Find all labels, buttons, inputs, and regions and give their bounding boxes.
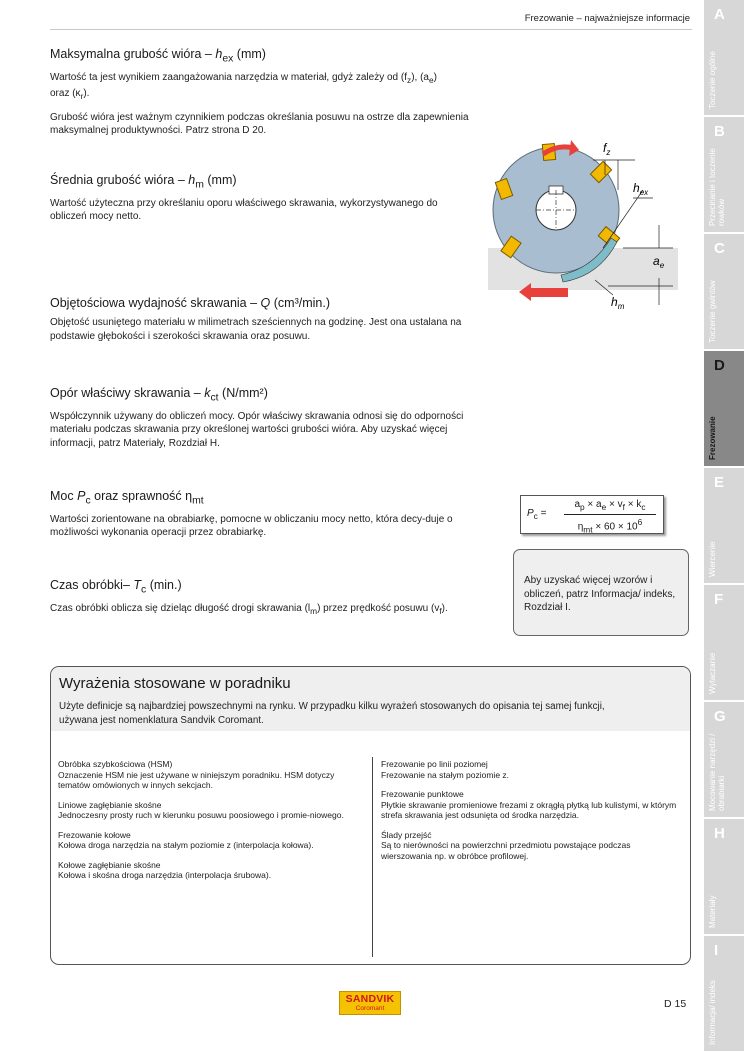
- glossary-divider: [372, 757, 373, 957]
- glossary-item: Obróbka szybkościowa (HSM) Oznaczenie HSM nie jest używane w niniejszym poradniku. HSM dotyczy tematów omówionych w innych sekcjach.: [58, 759, 335, 790]
- label-ae: $a_e$: [653, 254, 665, 270]
- formula-denominator: $\eta_{mt} \times 60 \times 10^6$: [577, 517, 643, 535]
- tab-chapter-c[interactable]: C Toczenie gwintów: [704, 234, 744, 351]
- formula-fraction-bar: [564, 514, 656, 515]
- tab-chapter-d[interactable]: D Frezowanie: [704, 351, 744, 468]
- section-machining-time: [50, 578, 470, 625]
- glossary-item: Liniowe zagłębianie skośne Jednoczesny prosty ruch w kierunku posuwu poosiowego i promie-niowego.: [58, 799, 344, 820]
- tab-chapter-h[interactable]: H Materiały: [704, 819, 744, 936]
- power-formula: [520, 495, 664, 534]
- section-text: Współczynnik używany do obliczeń mocy. Opór właściwy skrawania odnosi się do odporności materiału podczas skrawania przy określonej wartości grubości wióra. Aby uzyskać więcej informacji, patrz Materiały, Rozdział H.: [50, 410, 464, 449]
- label-hex: $h_{ex}$: [633, 181, 649, 197]
- glossary-title: Wyrażenia stosowane w poradniku: [59, 675, 291, 692]
- section-title: Opór właściwy skrawania – $k_{ct}$ (N/mm²): [50, 386, 268, 404]
- page-number: D 15: [664, 998, 687, 1010]
- section-text: Grubość wióra jest ważnym czynnikiem podczas określania posuwu na ostrze dla zapewnienia maksymalnej produktywności. Patrz strona D 20.: [50, 111, 469, 136]
- glossary-left-column: [58, 759, 358, 890]
- section-title: Średnia grubość wióra – $h_m$ (mm): [50, 173, 237, 191]
- section-title: Maksymalna grubość wióra – $h_{ex}$ (mm): [50, 47, 266, 65]
- formula-numerator: $a_p \times a_e \times v_f \times k_c$: [574, 499, 646, 512]
- tab-chapter-e[interactable]: E Wiercenie: [704, 468, 744, 585]
- milling-cutter-diagram: [483, 130, 683, 315]
- glossary-right-column: [381, 759, 681, 870]
- tab-chapter-f[interactable]: F Wytaczanie: [704, 585, 744, 702]
- section-title: Moc $P_c$ oraz sprawność $\eta_{mt}$: [50, 489, 204, 507]
- label-hm: $h_m$: [611, 295, 625, 311]
- section-text: Objętość usuniętego materiału w milimetrach sześciennych na godzinę. Jest ona ustalana na podstawie głębokości i szerokości skrawania oraz posuwu.: [50, 317, 462, 342]
- glossary-item: Frezowanie punktowe Płytkie skrawanie promieniowe frezami z okrągłą płytką lub kulistymi, w którym strefa skrawania jest odsunięta od środka narzędzia.: [381, 789, 677, 820]
- section-title: Czas obróbki– $T_c$ (min.): [50, 578, 182, 596]
- glossary-box: [50, 666, 691, 965]
- logo-subtext: Coromant: [355, 1005, 385, 1012]
- logo-text: SANDVIK: [345, 993, 395, 1005]
- tab-chapter-b[interactable]: B Przecinanie i toczenie rowków: [704, 117, 744, 234]
- glossary-intro: Użyte definicje są najbardziej powszechnymi na rynku. W przypadku kilku wyrażeń stosowanych do opisania tej samej funkcji, używana jest nomenklatura Sandvik Coromant.: [59, 701, 605, 726]
- tab-chapter-i[interactable]: I Informacja/ indeks: [704, 936, 744, 1053]
- tab-chapter-a[interactable]: A Toczenie ogólne: [704, 0, 744, 117]
- section-text: Wartości zorientowane na obrabiarkę, pomocne w obliczaniu mocy netto, która decy-duje o możliwości wykonania operacji przez obrabiarkę.: [50, 513, 453, 538]
- section-title: Objętościowa wydajność skrawania – Q (cm³/min.): [50, 296, 330, 310]
- tab-chapter-g[interactable]: G Mocowanie narzędzi / obrabiarki: [704, 702, 744, 819]
- section-metal-removal-rate: [50, 296, 470, 350]
- glossary-item: Frezowanie kołowe Kołowa droga narzędzia na stałym poziomie z (interpolacja kołowa).: [58, 829, 314, 850]
- glossary-item: Frezowanie po linii poziomej Frezowanie na stałym poziomie z.: [381, 759, 510, 780]
- section-avg-chip-thickness: [50, 173, 470, 231]
- formula-lhs: $P_c$ =: [527, 508, 547, 521]
- section-max-chip-thickness: [50, 47, 470, 145]
- section-text: Wartość ta jest wynikiem zaangażowania narzędzia w materiał, gdyż zależy od $(f_z)$, $(a_e)$ oraz $(\kappa_r)$.: [50, 71, 437, 101]
- section-specific-cutting-force: [50, 386, 470, 457]
- section-text: Czas obróbki oblicza się dzieląc długość drogi skrawania $(l_m)$ przez prędkość posuwu $(v_f)$.: [50, 602, 448, 616]
- section-power-efficiency: [50, 489, 470, 547]
- glossary-item: Ślady przejść Są to nierówności na powierzchni przedmiotu powstające podczas wierszowania np. w obróbce profilowej.: [381, 829, 631, 861]
- label-fz: $f_z$: [603, 141, 611, 157]
- page-header-title: Frezowanie – najważniejsze informacje: [524, 13, 690, 24]
- header-divider: [50, 29, 692, 30]
- section-text: Wartość użyteczna przy określaniu oporu właściwego skrawania, wykorzystywanego do obliczeń mocy netto.: [50, 197, 438, 222]
- sandvik-logo: [339, 991, 401, 1015]
- glossary-item: Kołowe zagłębianie skośne Kołowa i skośna droga narzędzia (interpolacja śrubowa).: [58, 859, 272, 880]
- feed-arrow: [528, 288, 568, 297]
- info-box: Aby uzyskać więcej wzorów i obliczeń, patrz Informacja/ indeks, Rozdział I.: [513, 549, 689, 636]
- chapter-sidebar: [704, 0, 744, 1053]
